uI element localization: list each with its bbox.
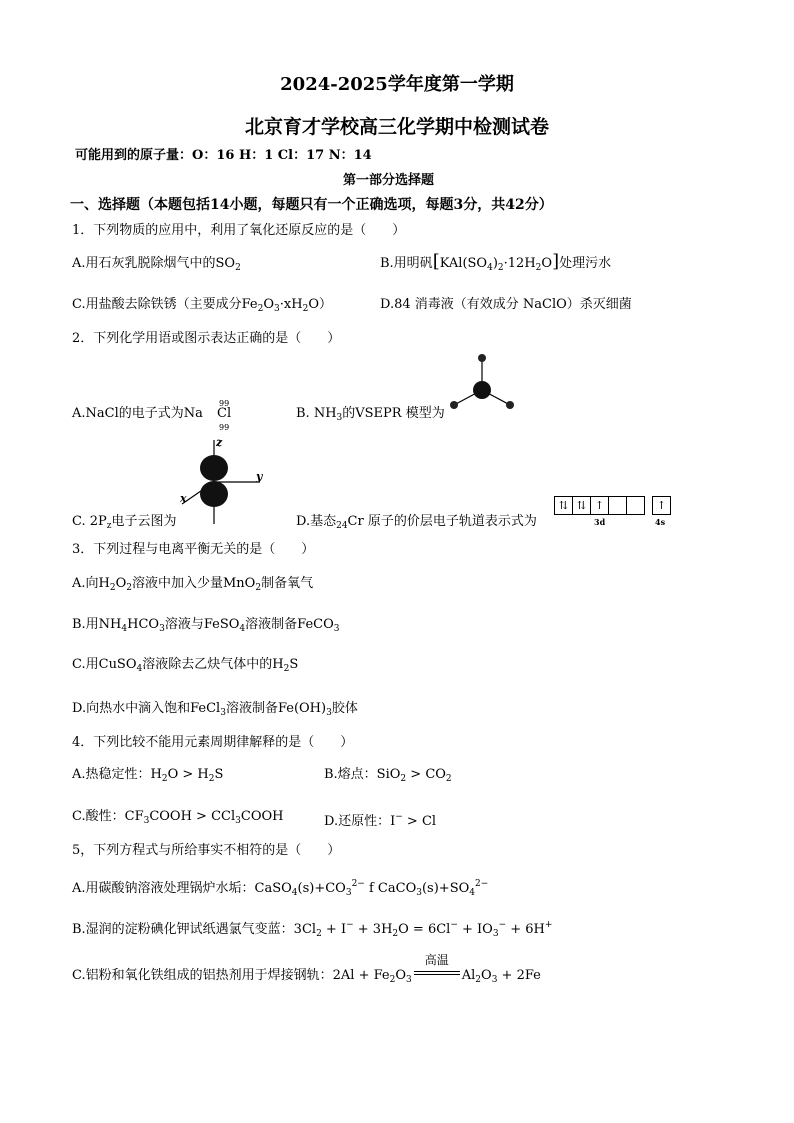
q1-option-d: D.84 消毒液（有效成分 NaClO）杀灭细菌 (380, 297, 632, 312)
year-term-title: 2024-2025学年度第一学期 (280, 74, 514, 95)
cr-4s-orbital-box (652, 496, 671, 515)
q3-option-a: A.向$H_2O_2$溶液中加入少量MnO$_2$制备氧气 (72, 576, 314, 593)
q2-option-c: C. $2P_z$电子云图为 (72, 514, 177, 531)
q3-option-d: D.向热水中滴入饱和FeCl$_3$溶液制备$Fe(OH)_3$胶体 (72, 701, 358, 718)
q3-option-c: C.用CuSO$_4$溶液除去乙炔气体中的$H_2S$ (72, 657, 299, 674)
q1-option-b: B.用明矾$[KAl(SO_4)_2\cdot 12H_2O]$处理污水 (380, 251, 612, 273)
cr-3d-orbital-boxes (554, 496, 645, 515)
q4-option-b: B.熔点：$SiO_2 > CO_2$ (324, 767, 452, 784)
q3-stem: 3．下列过程与电离平衡无关的是（ ） (72, 542, 315, 557)
svg-text:y: y (256, 470, 263, 483)
q4-option-d: D.还原性：I− > Cl (324, 812, 437, 829)
q2-option-b: B. $NH_3$的VSEPR 模型为 (296, 406, 445, 423)
label-3d: 3d (594, 517, 606, 527)
q2-option-a: A.NaCl的电子式为Na (72, 406, 203, 421)
q5-option-a: A.用碳酸钠溶液处理锅炉水垢：$CaSO_4(s)+CO_3^{2-}$ f $CaCO_3(s)+SO_4^{2-}$ (72, 879, 489, 898)
q1-option-c: C.用盐酸去除铁锈（主要成分$Fe_2O_3\cdot xH_2O$） (72, 297, 332, 314)
q2-stem: 2．下列化学用语或图示表达正确的是（ ） (72, 331, 341, 346)
section-title: 一、选择题（本题包括14小题，每题只有一个正确选项，每题3分，共42分） (70, 197, 553, 213)
q3-option-b: B.用$NH_4HCO_3$溶液与FeSO$_4$溶液制备FeCO$_3$ (72, 617, 340, 634)
q4-option-c: C.酸性：$CF_3COOH$ > CCl$_3$COOH (72, 809, 284, 826)
pz-electron-cloud-figure (172, 432, 272, 532)
q1-option-a: A.用石灰乳脱除烟气中的$SO_2$ (72, 256, 241, 273)
orbital-box: ⇅ (573, 497, 591, 514)
nh3-vsepr-model-figure (440, 350, 520, 420)
exam-title: 北京育才学校高三化学期中检测试卷 (244, 116, 549, 138)
q4-stem: 4．下列比较不能用元素周期律解释的是（ ） (72, 735, 354, 750)
high-temp-condition-arrow: 高温 (412, 967, 462, 985)
label-4s: 4s (655, 517, 666, 527)
q1-stem: 1．下列物质的应用中，利用了氧化还原反应的是（ ） (72, 223, 406, 238)
nacl-cl-symbol: 99 Cl 99 (217, 399, 232, 432)
orbital-box: ⇅ (555, 497, 573, 514)
orbital-box (609, 497, 627, 514)
q5-option-c: C.铝粉和氧化铁组成的铝热剂用于焊接钢轨：$2Al + Fe_2O_3$ 高温 $Al_2O_3 + 2Fe$ (72, 953, 541, 985)
q2-option-d: D.基态$_{24}$Cr 原子的价层电子轨道表示式为 (296, 514, 537, 531)
svg-text:z: z (216, 436, 223, 449)
orbital-box: ↑ (656, 499, 667, 512)
orbital-box: ↑ (591, 497, 609, 514)
q4-option-a: A.热稳定性：$H_2O > H_2S$ (72, 767, 224, 784)
q5-option-b: B.湿润的淀粉碘化钾试纸遇氯气变蓝：$3Cl_2 + I^- + 3H_2O = 6Cl^- + IO_3^- + 6H^+$ (72, 920, 553, 939)
svg-text:x: x (180, 492, 187, 505)
orbital-box (627, 497, 644, 514)
atomic-mass-line: 可能用到的原子量：O：16 H：1 Cl：17 N：14 (75, 148, 372, 163)
q5-stem: 5，下列方程式与所给事实不相符的是（ ） (72, 843, 341, 858)
part-title: 第一部分选择题 (343, 173, 435, 188)
